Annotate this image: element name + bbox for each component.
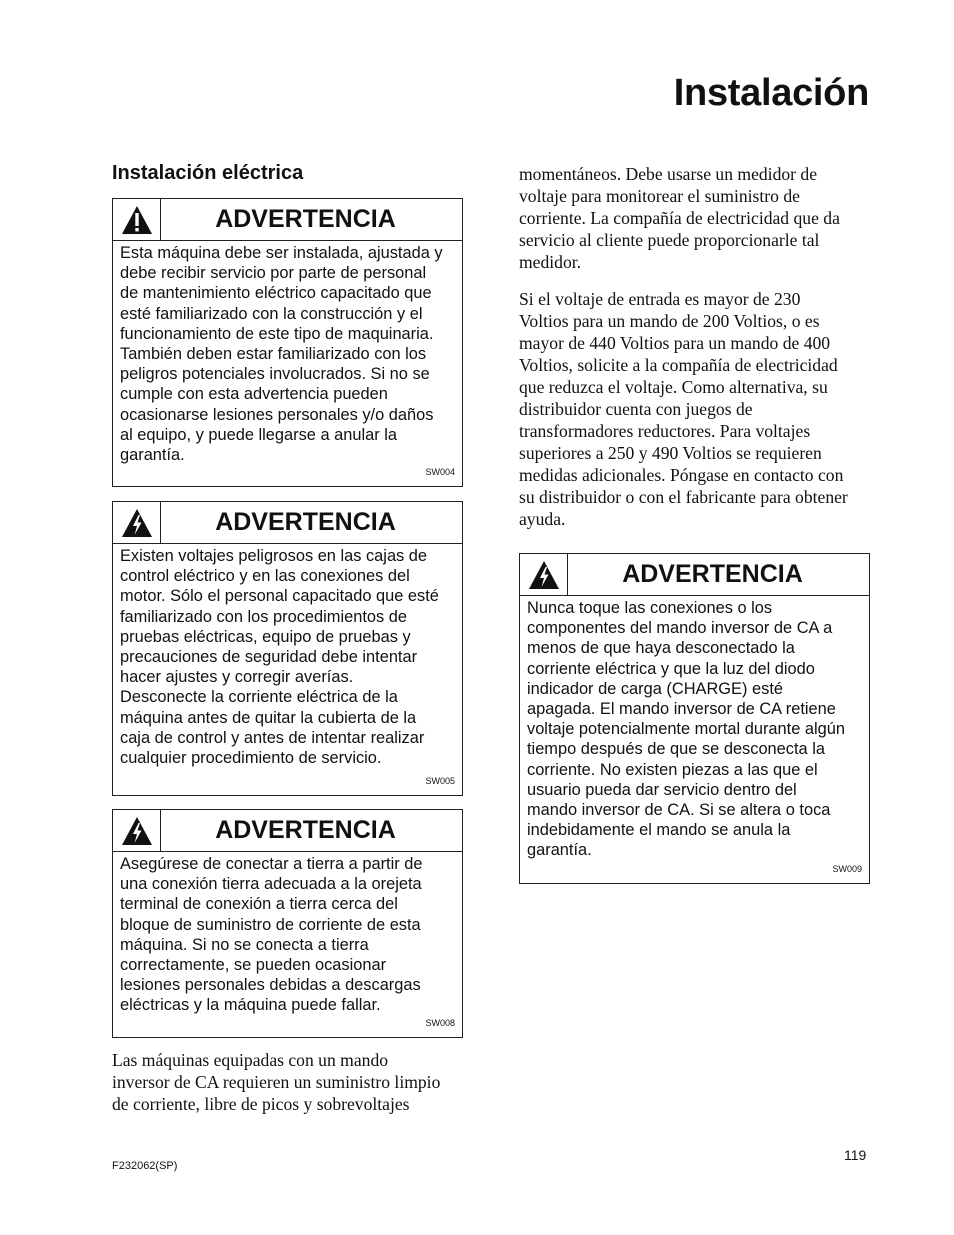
warning-line: indicador de carga (CHARGE) esté [527,679,783,698]
warning-line: Desconecte la corriente eléctrica de la [120,688,398,707]
warning-line: cualquier procedimiento de servicio. [120,749,382,768]
paragraph-line: medidor. [519,252,582,272]
warning-title: ADVERTENCIA [215,205,396,233]
paragraph-line: medidas adicionales. Póngase en contacto con [519,465,844,485]
warning-line: eléctricas y la máquina puede fallar. [120,996,381,1015]
warning-line: al equipo, y puede llegarse a anular la [120,425,398,444]
paragraph-line: su distribuidor o con el fabricante para obtener [519,487,848,507]
paragraph-line: servicio al cliente puede proporcionarle tal [519,230,820,250]
warning-text [113,241,462,465]
electric-shock-warning-icon [113,502,161,543]
warning-line: Existen voltajes peligrosos en las cajas de [120,547,428,565]
document-id: F232062(SP) [112,1160,178,1172]
body-paragraph [112,1049,472,1115]
electric-shock-warning-icon [113,810,161,851]
paragraph-line: distribuidor cuenta con juegos de [519,399,753,419]
warning-code: SW009 [832,864,862,874]
warning-line: usuario pueda dar servicio dentro del [527,780,797,799]
warning-text [520,596,869,861]
warning-line: control eléctrico y en las conexiones del [120,567,410,586]
page-number: 119 [844,1147,867,1163]
warning-header [113,810,462,852]
warning-text [113,544,462,768]
warning-line: terminal de conexión a tierra cerca del [120,895,398,914]
section-heading: Instalación eléctrica [112,162,304,184]
paragraph-line: que reduzca el voltaje. Como alternativa, su [519,377,828,397]
warning-code: SW004 [425,467,455,477]
warning-box [112,809,463,1038]
warning-line: corriente eléctrica y que la luz del diodo [527,659,815,678]
warning-line: motor. Sólo el personal capacitado que esté [120,587,439,606]
warning-line: mando inversor de CA. Si se altera o toca [527,801,831,820]
paragraph-line: Las máquinas equipadas con un mando [112,1050,389,1070]
warning-line: funcionamiento de este tipo de maquinaria. [120,324,434,343]
warning-header [113,502,462,544]
paragraph-line: Voltios, solicite a la compañía de electricidad [519,355,838,375]
paragraph-line: de corriente, libre de picos y sobrevoltajes [112,1094,410,1114]
warning-line: voltaje potencialmente mortal durante algún [527,720,845,739]
warning-code: SW008 [425,1018,455,1028]
paragraph-line: transformadores reductores. Para voltajes [519,421,811,441]
electric-shock-warning-icon [520,554,568,595]
warning-code: SW005 [425,776,455,786]
paragraph-line: voltaje para monitorear el suministro de [519,186,800,206]
warning-line: familiarizado con los procedimientos de [120,607,407,626]
warning-line: cumple con esta advertencia pueden [120,385,388,404]
warning-line: debe recibir servicio por parte de personal [120,264,427,283]
page-title: Instalación [673,72,869,114]
warning-box [112,198,463,487]
warning-title: ADVERTENCIA [215,508,396,536]
warning-line: garantía. [527,841,592,860]
warning-line: ocasionarse lesiones personales y/o daños [120,405,434,424]
body-paragraph [519,163,879,273]
warning-header [520,554,869,596]
warning-box [519,553,870,884]
paragraph-line: superiores a 250 y 490 Voltios se requieren [519,443,822,463]
paragraph-line: mayor de 440 Voltios para un mando de 400 [519,333,831,353]
warning-line: máquina antes de quitar la cubierta de la [120,708,417,727]
exclamation-warning-icon [113,199,161,240]
warning-header [113,199,462,241]
warning-line: lesiones personales debidas a descargas [120,976,421,995]
warning-line: pruebas eléctricas, equipo de pruebas y [120,627,411,646]
paragraph-line: ayuda. [519,509,566,529]
warning-line: apagada. El mando inversor de CA retiene [527,700,836,719]
paragraph-line: inversor de CA requieren un suministro limpio [112,1072,441,1092]
paragraph-line: corriente. La compañía de electricidad que da [519,208,840,228]
paragraph-line: Voltios para un mando de 200 Voltios, o es [519,311,820,331]
warning-line: corriente. No existen piezas a las que el [527,760,818,779]
warning-line: hacer ajustes y corregir averías. [120,668,354,687]
warning-line: componentes del mando inversor de CA a [527,619,833,638]
warning-line: correctamente, se pueden ocasionar [120,956,387,975]
warning-line: tiempo después de que se desconecta la [527,740,825,759]
warning-line: Esta máquina debe ser instalada, ajustada y [120,244,443,262]
warning-line: Nunca toque las conexiones o los [527,599,773,617]
warning-line: esté familiarizado con la construcción y el [120,304,423,323]
warning-box [112,501,463,796]
warning-line: de mantenimiento eléctrico capacitado que [120,284,432,303]
warning-line: máquina. Si no se conecta a tierra [120,935,369,954]
warning-line: peligros potenciales involucrados. Si no se [120,365,430,384]
warning-line: una conexión tierra adecuada a la orejeta [120,875,422,894]
warning-line: caja de control y antes de intentar realizar [120,728,425,747]
paragraph-line: Si el voltaje de entrada es mayor de 230 [519,289,801,309]
warning-line: Asegúrese de conectar a tierra a partir de [120,855,423,873]
warning-line: precauciones de seguridad debe intentar [120,648,418,667]
warning-text [113,852,462,1016]
warning-line: bloque de suministro de corriente de esta [120,915,421,934]
paragraph-line: momentáneos. Debe usarse un medidor de [519,164,818,184]
warning-title: ADVERTENCIA [215,816,396,844]
warning-line: indebidamente el mando se anula la [527,821,791,840]
body-paragraph [519,288,879,530]
warning-line: menos de que haya desconectado la [527,639,795,658]
warning-title: ADVERTENCIA [622,560,803,588]
warning-line: garantía. [120,446,185,465]
warning-line: También deben estar familiarizado con los [120,345,427,364]
